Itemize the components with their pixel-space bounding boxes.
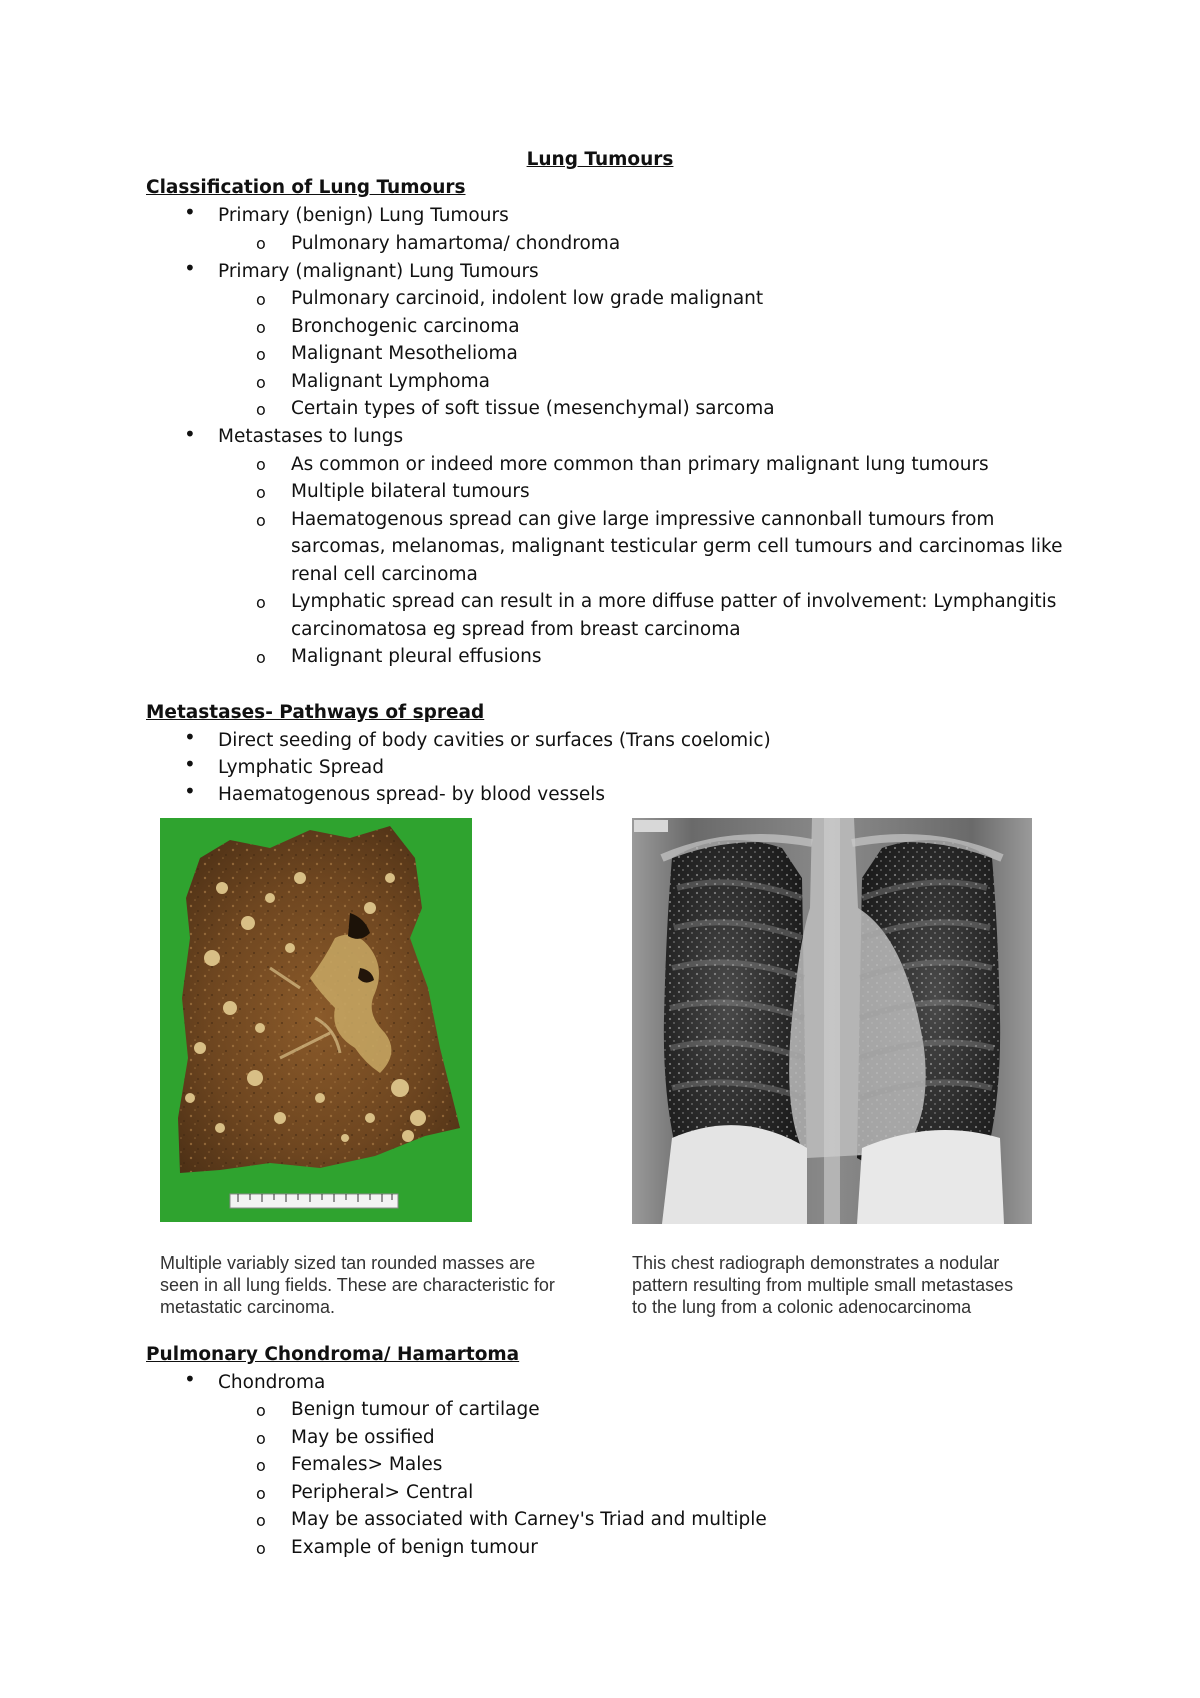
- lung-specimen-image: [160, 818, 472, 1222]
- sub-bullet-marker: o: [256, 1511, 266, 1530]
- list-item: Primary (benign) Lung Tumours: [218, 205, 509, 226]
- sub-bullet-marker: o: [256, 373, 266, 392]
- sub-list-item: Peripheral> Central: [291, 1482, 474, 1503]
- sub-list-item: Example of benign tumour: [291, 1537, 538, 1558]
- sub-list-item: Pulmonary carcinoid, indolent low grade malignant: [291, 288, 764, 309]
- xray-caption-line: to the lung from a colonic adenocarcinoma: [632, 1297, 972, 1317]
- sub-list-item: Females> Males: [291, 1454, 443, 1475]
- chest-xray-image: [632, 818, 1032, 1224]
- sub-list-item-continuation: renal cell carcinoma: [291, 564, 478, 585]
- sub-bullet-marker: o: [256, 511, 266, 530]
- sub-list-item: Malignant pleural effusions: [291, 646, 542, 667]
- specimen-caption-line: Multiple variably sized tan rounded masses are: [160, 1253, 536, 1273]
- specimen-caption-line: seen in all lung fields. These are characteristic for: [160, 1275, 555, 1295]
- bullet-marker: •: [184, 779, 196, 803]
- section-heading-pathways: Metastases- Pathways of spread: [146, 702, 485, 723]
- sub-list-item: Bronchogenic carcinoma: [291, 316, 520, 337]
- sub-list-item: Pulmonary hamartoma/ chondroma: [291, 233, 621, 254]
- specimen-caption-line: metastatic carcinoma.: [160, 1297, 336, 1317]
- list-item: Direct seeding of body cavities or surfaces (Trans coelomic): [218, 730, 771, 751]
- sub-bullet-marker: o: [256, 1401, 266, 1420]
- sub-list-item-continuation: carcinomatosa eg spread from breast carcinoma: [291, 619, 741, 640]
- sub-list-item: May be ossified: [291, 1427, 435, 1448]
- sub-list-item: Certain types of soft tissue (mesenchymal) sarcoma: [291, 398, 775, 419]
- sub-bullet-marker: o: [256, 1484, 266, 1503]
- bullet-marker: •: [184, 200, 196, 224]
- sub-bullet-marker: o: [256, 1456, 266, 1475]
- list-item: Haematogenous spread- by blood vessels: [218, 784, 606, 805]
- sub-bullet-marker: o: [256, 290, 266, 309]
- section-heading-chondroma: Pulmonary Chondroma/ Hamartoma: [146, 1344, 520, 1365]
- sub-list-item: May be associated with Carney's Triad and multiple: [291, 1509, 767, 1530]
- sub-list-item-continuation: sarcomas, melanomas, malignant testicular germ cell tumours and carcinomas like: [291, 536, 1063, 557]
- sub-list-item: As common or indeed more common than primary malignant lung tumours: [291, 454, 989, 475]
- bullet-marker: •: [184, 256, 196, 280]
- sub-bullet-marker: o: [256, 400, 266, 419]
- bullet-marker: •: [184, 725, 196, 749]
- sub-bullet-marker: o: [256, 345, 266, 364]
- chest-xray-illustration: [632, 818, 1032, 1224]
- list-item: Chondroma: [218, 1372, 326, 1393]
- sub-bullet-marker: o: [256, 318, 266, 337]
- sub-list-item: Lymphatic spread can result in a more diffuse patter of involvement: Lymphangitis: [291, 591, 1057, 612]
- section-heading-classification: Classification of Lung Tumours: [146, 177, 466, 198]
- sub-list-item: Malignant Mesothelioma: [291, 343, 518, 364]
- sub-bullet-marker: o: [256, 648, 266, 667]
- sub-bullet-marker: o: [256, 234, 266, 253]
- xray-caption-line: pattern resulting from multiple small metastases: [632, 1275, 1014, 1295]
- list-item: Primary (malignant) Lung Tumours: [218, 261, 539, 282]
- page-title: Lung Tumours: [526, 149, 674, 170]
- xray-caption-line: This chest radiograph demonstrates a nodular: [632, 1253, 1000, 1273]
- sub-bullet-marker: o: [256, 1539, 266, 1558]
- bullet-marker: •: [184, 1367, 196, 1391]
- sub-list-item: Benign tumour of cartilage: [291, 1399, 540, 1420]
- sub-bullet-marker: o: [256, 455, 266, 474]
- sub-list-item: Malignant Lymphoma: [291, 371, 490, 392]
- sub-list-item: Multiple bilateral tumours: [291, 481, 530, 502]
- sub-bullet-marker: o: [256, 483, 266, 502]
- sub-bullet-marker: o: [256, 593, 266, 612]
- list-item: Metastases to lungs: [218, 426, 404, 447]
- list-item: Lymphatic Spread: [218, 757, 384, 778]
- bullet-marker: •: [184, 422, 196, 446]
- lung-specimen-illustration: [160, 818, 472, 1222]
- bullet-marker: •: [184, 752, 196, 776]
- sub-bullet-marker: o: [256, 1429, 266, 1448]
- sub-list-item: Haematogenous spread can give large impressive cannonball tumours from: [291, 509, 995, 530]
